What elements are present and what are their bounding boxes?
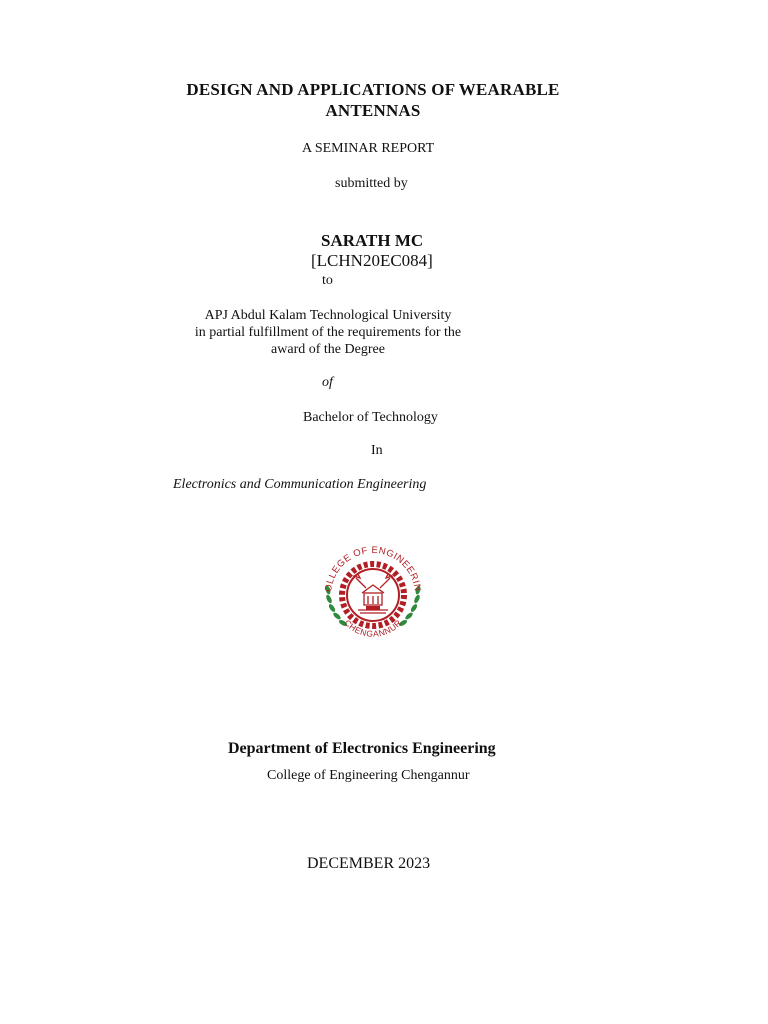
college-name: College of Engineering Chengannur [267,768,470,783]
of-label: of [322,375,333,390]
university-block [148,307,508,358]
to-label: to [322,273,333,288]
emblem-bottom-text: CHENGANNUR [342,617,404,639]
report-title-line-2: ANTENNAS [325,101,421,120]
degree-name: Bachelor of Technology [303,410,438,425]
report-type: A SEMINAR REPORT [302,141,435,156]
in-label: In [371,443,383,458]
author-id: [LCHN20EC084] [311,251,433,270]
branch-name: Electronics and Communication Engineering [173,477,427,492]
college-emblem-icon [318,538,428,648]
author-name: SARATH MC [321,231,424,250]
department-name: Department of Electronics Engineering [228,740,496,757]
report-title-line-1: DESIGN AND APPLICATIONS OF WEARABLE [186,80,560,99]
university-line-2: in partial fulfillment of the requirements for the [194,325,462,340]
submission-date: DECEMBER 2023 [307,855,431,872]
university-line-1: APJ Abdul Kalam Technological University [204,308,452,323]
emblem-top-text: OLLEGE OF ENGINEERIN [323,544,423,593]
report-title [0,79,746,121]
university-line-3: award of the Degree [271,342,385,357]
submitted-by-label: submitted by [335,176,408,191]
